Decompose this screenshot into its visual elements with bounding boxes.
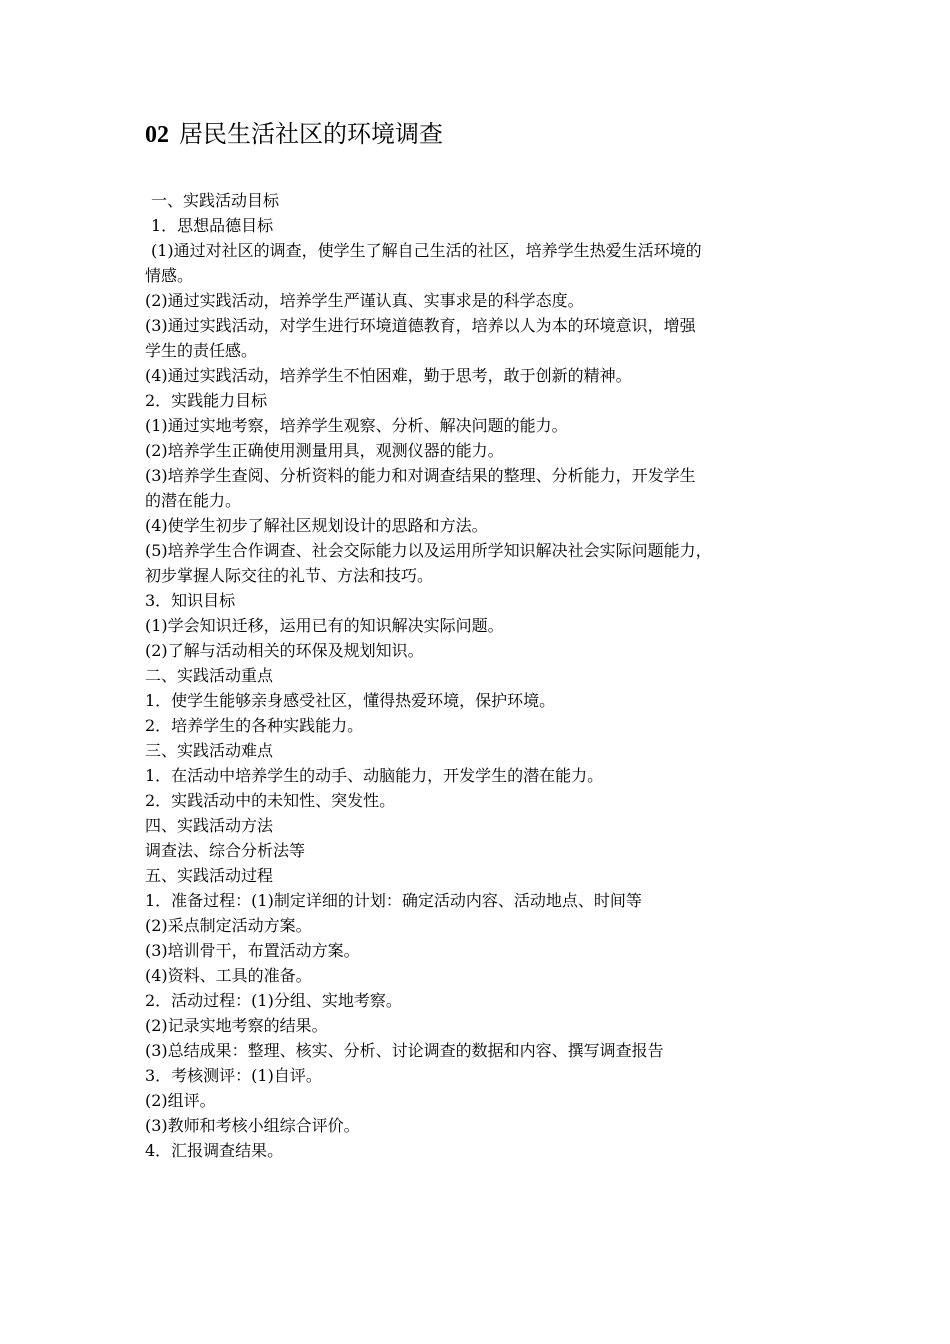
text-line: (2)组评。 [145,1091,216,1110]
text-line: 的潜在能力。 [145,491,242,510]
text-line: (4)通过实践活动，培养学生不怕困难，勤于思考，敢于创新的精神。 [145,366,632,385]
text-line: (5)培养学生合作调查、社会交际能力以及运用所学知识解决社会实际问题能力， [145,541,712,560]
text-line: (3)总结成果：整理、核实、分析、讨论调查的数据和内容、撰写调查报告 [145,1041,664,1060]
text-line: 2．活动过程：(1)分组、实地考察。 [145,991,402,1010]
text-line: (2)了解与活动相关的环保及规划知识。 [145,641,424,660]
title-text: 居民生活社区的环境调查 [179,120,443,148]
title-number: 02 [145,122,169,148]
document-title [145,116,443,153]
text-line: (2)培养学生正确使用测量用具，观测仪器的能力。 [145,441,504,460]
text-line: 1．使学生能够亲身感受社区，懂得热爱环境，保护环境。 [145,691,556,710]
document-body [145,188,825,1163]
text-line: (2)记录实地考察的结果。 [145,1016,328,1035]
text-line: (2)采点制定活动方案。 [145,916,312,935]
text-line: 五、实践活动过程 [145,866,274,885]
text-line: 一、实践活动目标 [151,191,280,210]
text-line: 初步掌握人际交往的礼节、方法和技巧。 [145,566,434,585]
text-line: (3)培养学生查阅、分析资料的能力和对调查结果的整理、分析能力，开发学生 [145,466,696,485]
text-line: (4)资料、工具的准备。 [145,966,312,985]
text-line: (4)使学生初步了解社区规划设计的思路和方法。 [145,516,488,535]
text-line: 2．实践活动中的未知性、突发性。 [145,791,396,810]
text-line: 学生的责任感。 [145,341,258,360]
text-line: 三、实践活动难点 [145,741,274,760]
text-line: (3)通过实践活动，对学生进行环境道德教育，培养以人为本的环境意识，增强 [145,316,696,335]
text-line: 1．准备过程：(1)制定详细的计划：确定活动内容、活动地点、时间等 [145,891,642,910]
text-line: 1．在活动中培养学生的动手、动脑能力，开发学生的潜在能力。 [145,766,604,785]
text-line: (2)通过实践活动，培养学生严谨认真、实事求是的科学态度。 [145,291,584,310]
text-line: (1)通过对社区的调查，使学生了解自己生活的社区，培养学生热爱生活环境的 [151,241,702,260]
text-line: 2．实践能力目标 [145,391,268,410]
text-line: 2．培养学生的各种实践能力。 [145,716,364,735]
text-line: 1．思想品德目标 [151,216,274,235]
text-line: 二、实践活动重点 [145,666,274,685]
text-line: (3)培训骨干，布置活动方案。 [145,941,360,960]
text-line: (1)通过实地考察，培养学生观察、分析、解决问题的能力。 [145,416,568,435]
text-line: 3．知识目标 [145,591,236,610]
text-line: 3．考核测评：(1)自评。 [145,1066,322,1085]
text-line: (3)教师和考核小组综合评价。 [145,1116,360,1135]
text-line: 情感。 [145,266,194,285]
text-line: 4．汇报调查结果。 [145,1141,284,1160]
text-line: (1)学会知识迁移，运用已有的知识解决实际问题。 [145,616,504,635]
text-line: 调查法、综合分析法等 [145,841,306,860]
text-line: 四、实践活动方法 [145,816,274,835]
